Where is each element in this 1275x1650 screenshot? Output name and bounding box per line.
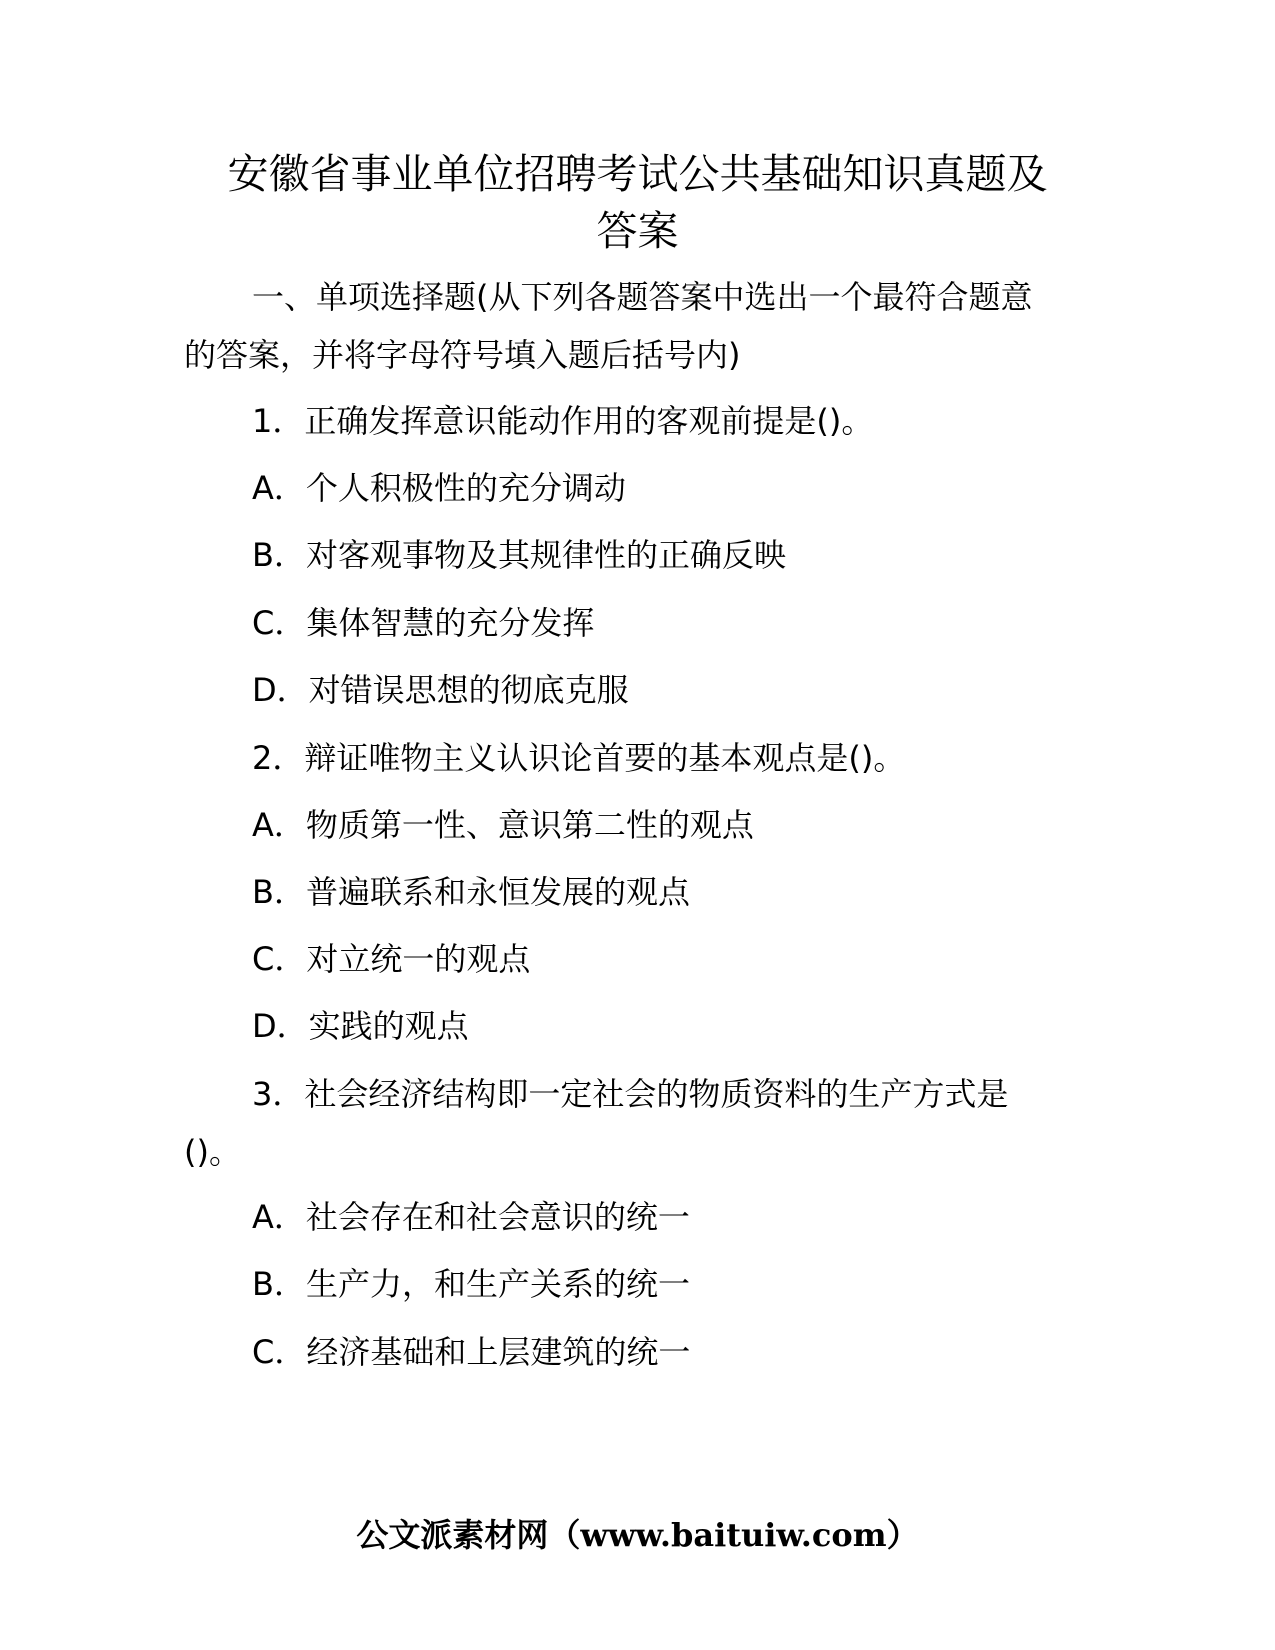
question-2-option-d xyxy=(184,997,1099,1055)
question-3-option-a xyxy=(184,1188,1099,1246)
question-1 xyxy=(184,392,1099,450)
title-line-1: 安徽省事业单位招聘考试公共基础知识真题及 xyxy=(227,150,1048,198)
option-text: C．集体智慧的充分发挥 xyxy=(252,604,595,642)
question-3-option-c xyxy=(184,1323,1099,1381)
question-1-option-b xyxy=(184,526,1099,584)
question-stem-line-2: ()。 xyxy=(184,1133,241,1171)
option-text: C．对立统一的观点 xyxy=(252,940,531,978)
question-stem: 1．正确发挥意识能动作用的客观前提是()。 xyxy=(252,402,874,440)
option-text: B．对客观事物及其规律性的正确反映 xyxy=(252,536,786,574)
question-stem-line-1: 3．社会经济结构即一定社会的物质资料的生产方式是 xyxy=(252,1075,1009,1113)
question-2-option-a xyxy=(184,796,1099,854)
question-1-option-c xyxy=(184,594,1099,652)
section-heading-line-2: 的答案，并将字母符号填入题后括号内) xyxy=(184,336,741,374)
question-2-option-c xyxy=(184,930,1099,988)
question-2 xyxy=(184,729,1099,787)
option-text: A．物质第一性、意识第二性的观点 xyxy=(252,806,754,844)
question-2-option-b xyxy=(184,863,1099,921)
option-text: D．对错误思想的彻底克服 xyxy=(252,671,629,709)
option-text: B．生产力，和生产关系的统一 xyxy=(252,1265,690,1303)
question-1-option-d xyxy=(184,661,1099,719)
question-3 xyxy=(184,1065,1099,1181)
option-text: A．社会存在和社会意识的统一 xyxy=(252,1198,690,1236)
option-text: C．经济基础和上层建筑的统一 xyxy=(252,1333,691,1371)
option-text: A．个人积极性的充分调动 xyxy=(252,469,626,507)
question-1-option-a xyxy=(184,459,1099,517)
question-stem: 2．辩证唯物主义认识论首要的基本观点是()。 xyxy=(252,739,906,777)
question-3-option-b xyxy=(184,1255,1099,1313)
option-text: D．实践的观点 xyxy=(252,1007,469,1045)
title-line-2: 答案 xyxy=(596,207,679,255)
document-title xyxy=(180,146,1095,260)
page-footer: 公文派素材网（www.baituiw.com） xyxy=(356,1516,919,1554)
document-body xyxy=(184,268,1099,384)
option-text: B．普遍联系和永恒发展的观点 xyxy=(252,873,690,911)
section-heading-line-1: 一、单项选择题(从下列各题答案中选出一个最符合题意 xyxy=(252,278,1033,316)
